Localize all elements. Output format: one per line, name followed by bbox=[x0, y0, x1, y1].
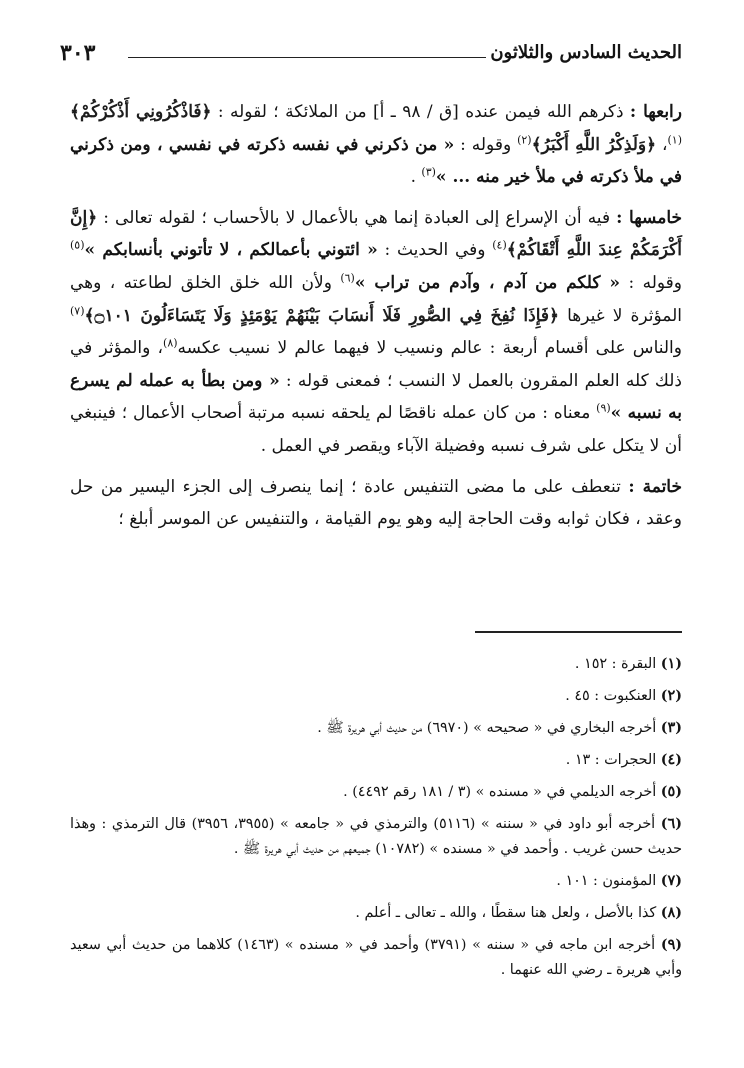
footnote-ref: (٥) bbox=[70, 238, 85, 252]
main-text bbox=[70, 96, 682, 544]
footnote-item bbox=[70, 869, 682, 894]
quran-verse: ﴿إِنَّ أَكْرَمَكُمْ عِندَ اللَّهِ أَتْقَاكُمْ﴾ bbox=[70, 207, 682, 261]
footnote-item bbox=[70, 716, 682, 741]
footnote-text: كذا بالأصل ، ولعل هنا سقطًا ، والله ـ تعالى ـ أعلم . bbox=[355, 905, 657, 921]
text-run: وقوله : bbox=[454, 134, 518, 155]
footnote-number: (٣) bbox=[660, 720, 682, 736]
footnote-number: (٤) bbox=[660, 752, 682, 768]
text-run: ، bbox=[656, 134, 668, 155]
footnote-text: أخرجه أبو داود في « سننه » (٥١١٦) والترمذي في « جامعه » (٣٩٥٥، ٣٩٥٦) قال الترمذي : وهذا حديث حسن غريب . وأحمد في « مسنده » (١٠٧٨٢) جميعهم من حديث أبي هريرة ﷺ . bbox=[70, 816, 682, 857]
text-run: ، والمؤثر في ذلك كله العلم المقرون بالعمل لا النسب ؛ فمعنى قوله : bbox=[70, 338, 682, 391]
hadith-quote: « ائتوني بأعمالكم ، لا تأتوني بأنسابكم » bbox=[84, 240, 378, 261]
paragraph-lead: رابعها : bbox=[629, 102, 682, 122]
footnote-item bbox=[70, 901, 682, 926]
text-run: والناس على أقسام أربعة : عالم ونسيب لا فيهما عالم لا نسيب عكسه bbox=[177, 338, 682, 359]
hadith-quote: « ومن بطأ به عمله لم يسرع به نسبه » bbox=[70, 370, 682, 424]
running-header bbox=[60, 40, 682, 70]
text-run: معناه : من كان عمله ناقصًا لم يلحقه نسبه مرتبة أصحاب الأعمال ؛ فينبغي أن لا يتكل على شرف نسبه وفضيلة الآباء ويقصر في العمل . bbox=[70, 403, 682, 456]
footnote-item bbox=[70, 748, 682, 773]
footnote-number: (٥) bbox=[660, 784, 682, 800]
footnote-ref: (٦) bbox=[340, 271, 355, 285]
header-rule bbox=[128, 57, 486, 58]
text-run: تنعطف على ما مضى التنفيس عادة ؛ إنما ينصرف إلى الجزء اليسير من حل وعقد ، فكان ثوابه وقت الحاجة إليه وهو يوم القيامة ، والتنفيس عن الموسر أبلغ ؛ bbox=[70, 476, 682, 530]
footnote-number: (٧) bbox=[660, 873, 682, 889]
footnote-text: أخرجه البخاري في « صحيحه » (٦٩٧٠) من حديث أبي هريرة ﷺ . bbox=[317, 720, 657, 736]
footnote-item bbox=[70, 780, 682, 805]
footnote-text: العنكبوت : ٤٥ . bbox=[565, 688, 657, 704]
paragraph-fifth bbox=[70, 202, 682, 463]
quran-verse: ﴿وَلَذِكْرُ اللَّهِ أَكْبَرُ﴾ bbox=[531, 134, 657, 155]
footnote-ref: (٨) bbox=[163, 336, 178, 350]
quran-verse: ﴿فَإِذَا نُفِخَ فِي الصُّورِ فَلَا أَنسَابَ بَيْنَهُمْ يَوْمَئِذٍ وَلَا يَتَسَاءَلُونَ ۝١٠١﴾ bbox=[84, 305, 559, 326]
footnote-ref: (٣) bbox=[421, 165, 436, 179]
quran-verse: ﴿فَاذْكُرُونِي أَذْكُرْكُمْ﴾ bbox=[70, 102, 212, 122]
text-run: وفي الحديث : bbox=[377, 240, 493, 261]
footnote-ref: (١) bbox=[667, 132, 682, 146]
paragraph-fourth bbox=[70, 96, 682, 194]
footnote-separator bbox=[475, 631, 682, 633]
footnote-text: أخرجه ابن ماجه في « سننه » (٣٧٩١) وأحمد في « مسنده » (١٤٦٣) كلاهما من حديث أبي سعيد وأبي هريرة ـ رضي الله عنهما . bbox=[70, 937, 682, 978]
footnote-number: (٢) bbox=[660, 688, 682, 704]
paragraph-lead: خامسها : bbox=[616, 207, 683, 228]
text-run: وقوله : bbox=[620, 272, 682, 293]
paragraph-lead: خاتمة : bbox=[628, 476, 682, 497]
text-run: فيه أن الإسراع إلى العبادة إنما هي بالأعمال لا بالأحساب ؛ لقوله تعالى : bbox=[97, 207, 617, 228]
footnote-text: أخرجه الديلمي في « مسنده » (٣ / ١٨١ رقم ٤٤٩٢) . bbox=[343, 784, 657, 800]
footnote-number: (٨) bbox=[660, 905, 682, 921]
footnote-item bbox=[70, 684, 682, 709]
footnote-ref: (٩) bbox=[596, 401, 611, 415]
footnotes-list bbox=[70, 652, 682, 990]
footnote-text: البقرة : ١٥٢ . bbox=[574, 656, 657, 672]
footnote-ref: (٤) bbox=[492, 238, 507, 252]
footnote-item bbox=[70, 652, 682, 677]
footnote-number: (٦) bbox=[660, 816, 682, 832]
hadith-quote: « من ذكرني في نفسه ذكرته في نفسي ، ومن ذكرني في ملأ ذكرته في ملأ خير منه ... » bbox=[70, 134, 682, 188]
chapter-title: الحديث السادس والثلاثون bbox=[490, 42, 682, 63]
hadith-quote: « كلكم من آدم ، وآدم من تراب » bbox=[354, 272, 621, 293]
footnote-ref: (٧) bbox=[70, 303, 85, 317]
text-run: ذكرهم الله فيمن عنده [ق / ٩٨ ـ أ] من الملائكة ؛ لقوله : bbox=[211, 102, 630, 122]
footnote-number: (٩) bbox=[660, 937, 683, 953]
footnote-item bbox=[70, 812, 682, 862]
footnote-text: المؤمنون : ١٠١ . bbox=[556, 873, 657, 889]
footnote-number: (١) bbox=[660, 656, 682, 672]
text-run: ولأن الله خلق الخلق لطاعته ، وهي المؤثرة لا غيرها bbox=[70, 272, 683, 326]
footnote-ref: (٢) bbox=[517, 132, 532, 146]
page-number: ٣٠٣ bbox=[60, 40, 96, 66]
footnote-text: الحجرات : ١٣ . bbox=[565, 752, 657, 768]
footnote-item bbox=[70, 933, 682, 983]
paragraph-conclusion bbox=[70, 471, 682, 536]
text-run: . bbox=[410, 167, 422, 188]
